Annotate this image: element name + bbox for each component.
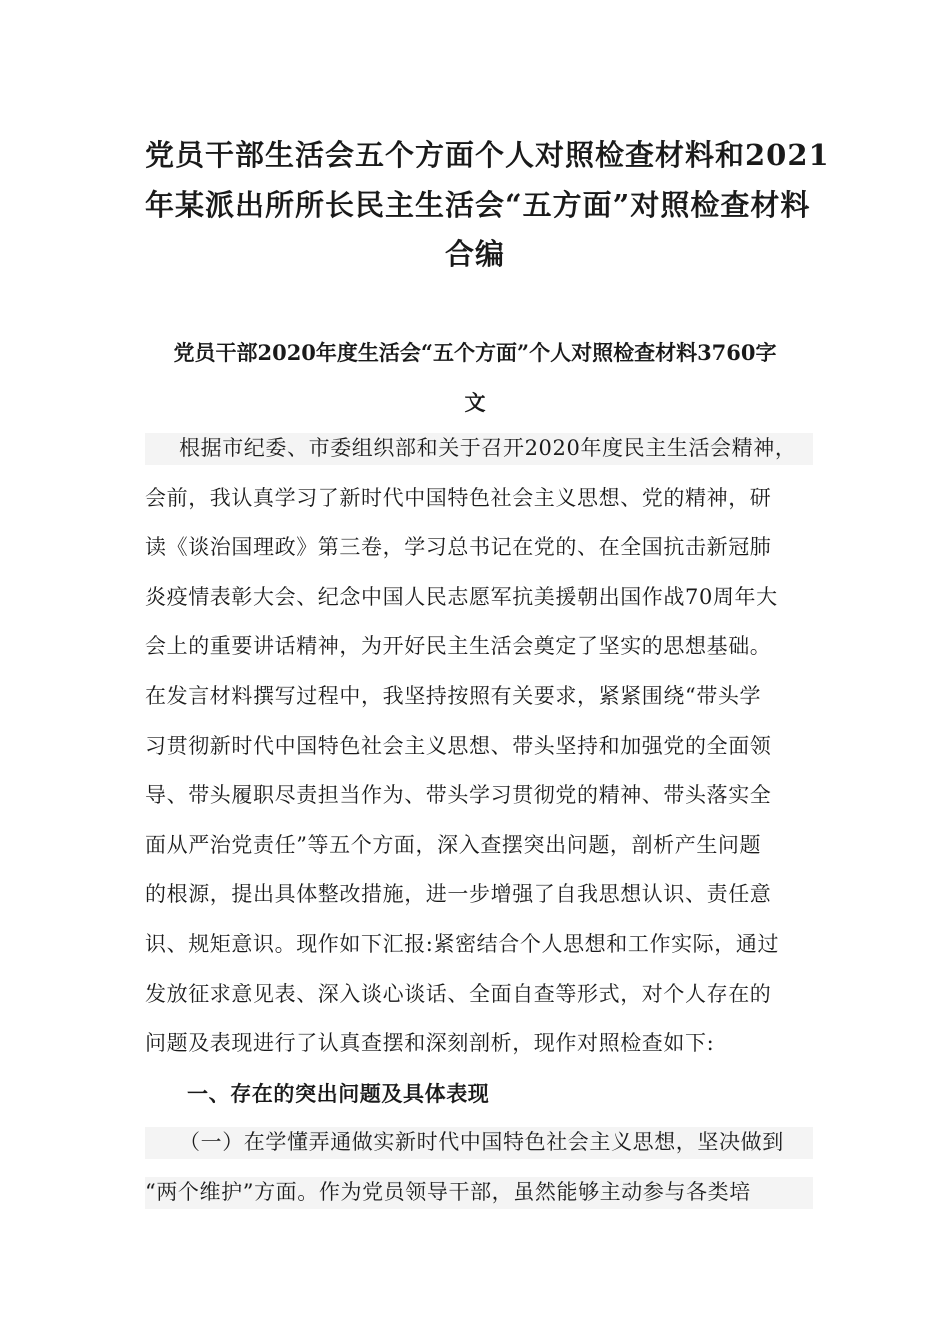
paragraph-line: 根据市纪委、市委组织部和关于召开2020年度民主生活会精神， [145,424,813,474]
section-title [145,328,805,427]
document-title-line: 年某派出所所长民主生活会“五方面”对照检查材料 [145,187,811,222]
paragraph-line: 问题及表现进行了认真查摆和深刻剖析，现作对照检查如下: [145,1031,715,1056]
document-title-line: 合编 [444,237,505,272]
paragraph-line: 读《谈治国理政》第三卷，学习总书记在党的、在全国抗击新冠肺 [145,535,772,560]
paragraph-line: 会上的重要讲话精神，为开好民主生活会奠定了坚实的思想基础。 [145,634,772,659]
paragraph-line: 导、带头履职尽责担当作为、带头学习贯彻党的精神、带头落实全 [145,783,772,808]
document-body [145,424,813,1218]
paragraph-line: 在发言材料撰写过程中，我坚持按照有关要求，紧紧围绕“带头学 [145,683,762,708]
paragraph-line: 面从严治党责任”等五个方面，深入查摆突出问题，剖析产生问题 [145,832,762,857]
paragraph-line: 的根源，提出具体整改措施，进一步增强了自我思想认识、责任意 [145,882,772,907]
section-title-line: 党员干部2020年度生活会“五个方面”个人对照检查材料3760字 [173,340,777,365]
paragraph-line: 发放征求意见表、深入谈心谈话、全面自查等形式，对个人存在的 [145,981,772,1006]
subsection-line: “两个维护”方面。作为党员领导干部，虽然能够主动参与各类培 [145,1168,813,1218]
subsection-line: （一）在学懂弄通做实新时代中国特色社会主义思想，坚决做到 [145,1118,813,1168]
section-title-line: 文 [464,389,486,415]
paragraph-line: 炎疫情表彰大会、纪念中国人民志愿军抗美援朝出国作战70周年大 [145,584,778,609]
paragraph-line: 识、规矩意识。现作如下汇报:紧密结合个人思想和工作实际，通过 [145,931,780,956]
paragraph-line: 会前，我认真学习了新时代中国特色社会主义思想、党的精神，研 [145,485,772,510]
heading-problems: 一、存在的突出问题及具体表现 [187,1080,490,1106]
paragraph-line: 习贯彻新时代中国特色社会主义思想、带头坚持和加强党的全面领 [145,733,772,758]
document-title [145,128,830,277]
document-title-line: 党员干部生活会五个方面个人对照检查材料和2021 [145,138,830,172]
